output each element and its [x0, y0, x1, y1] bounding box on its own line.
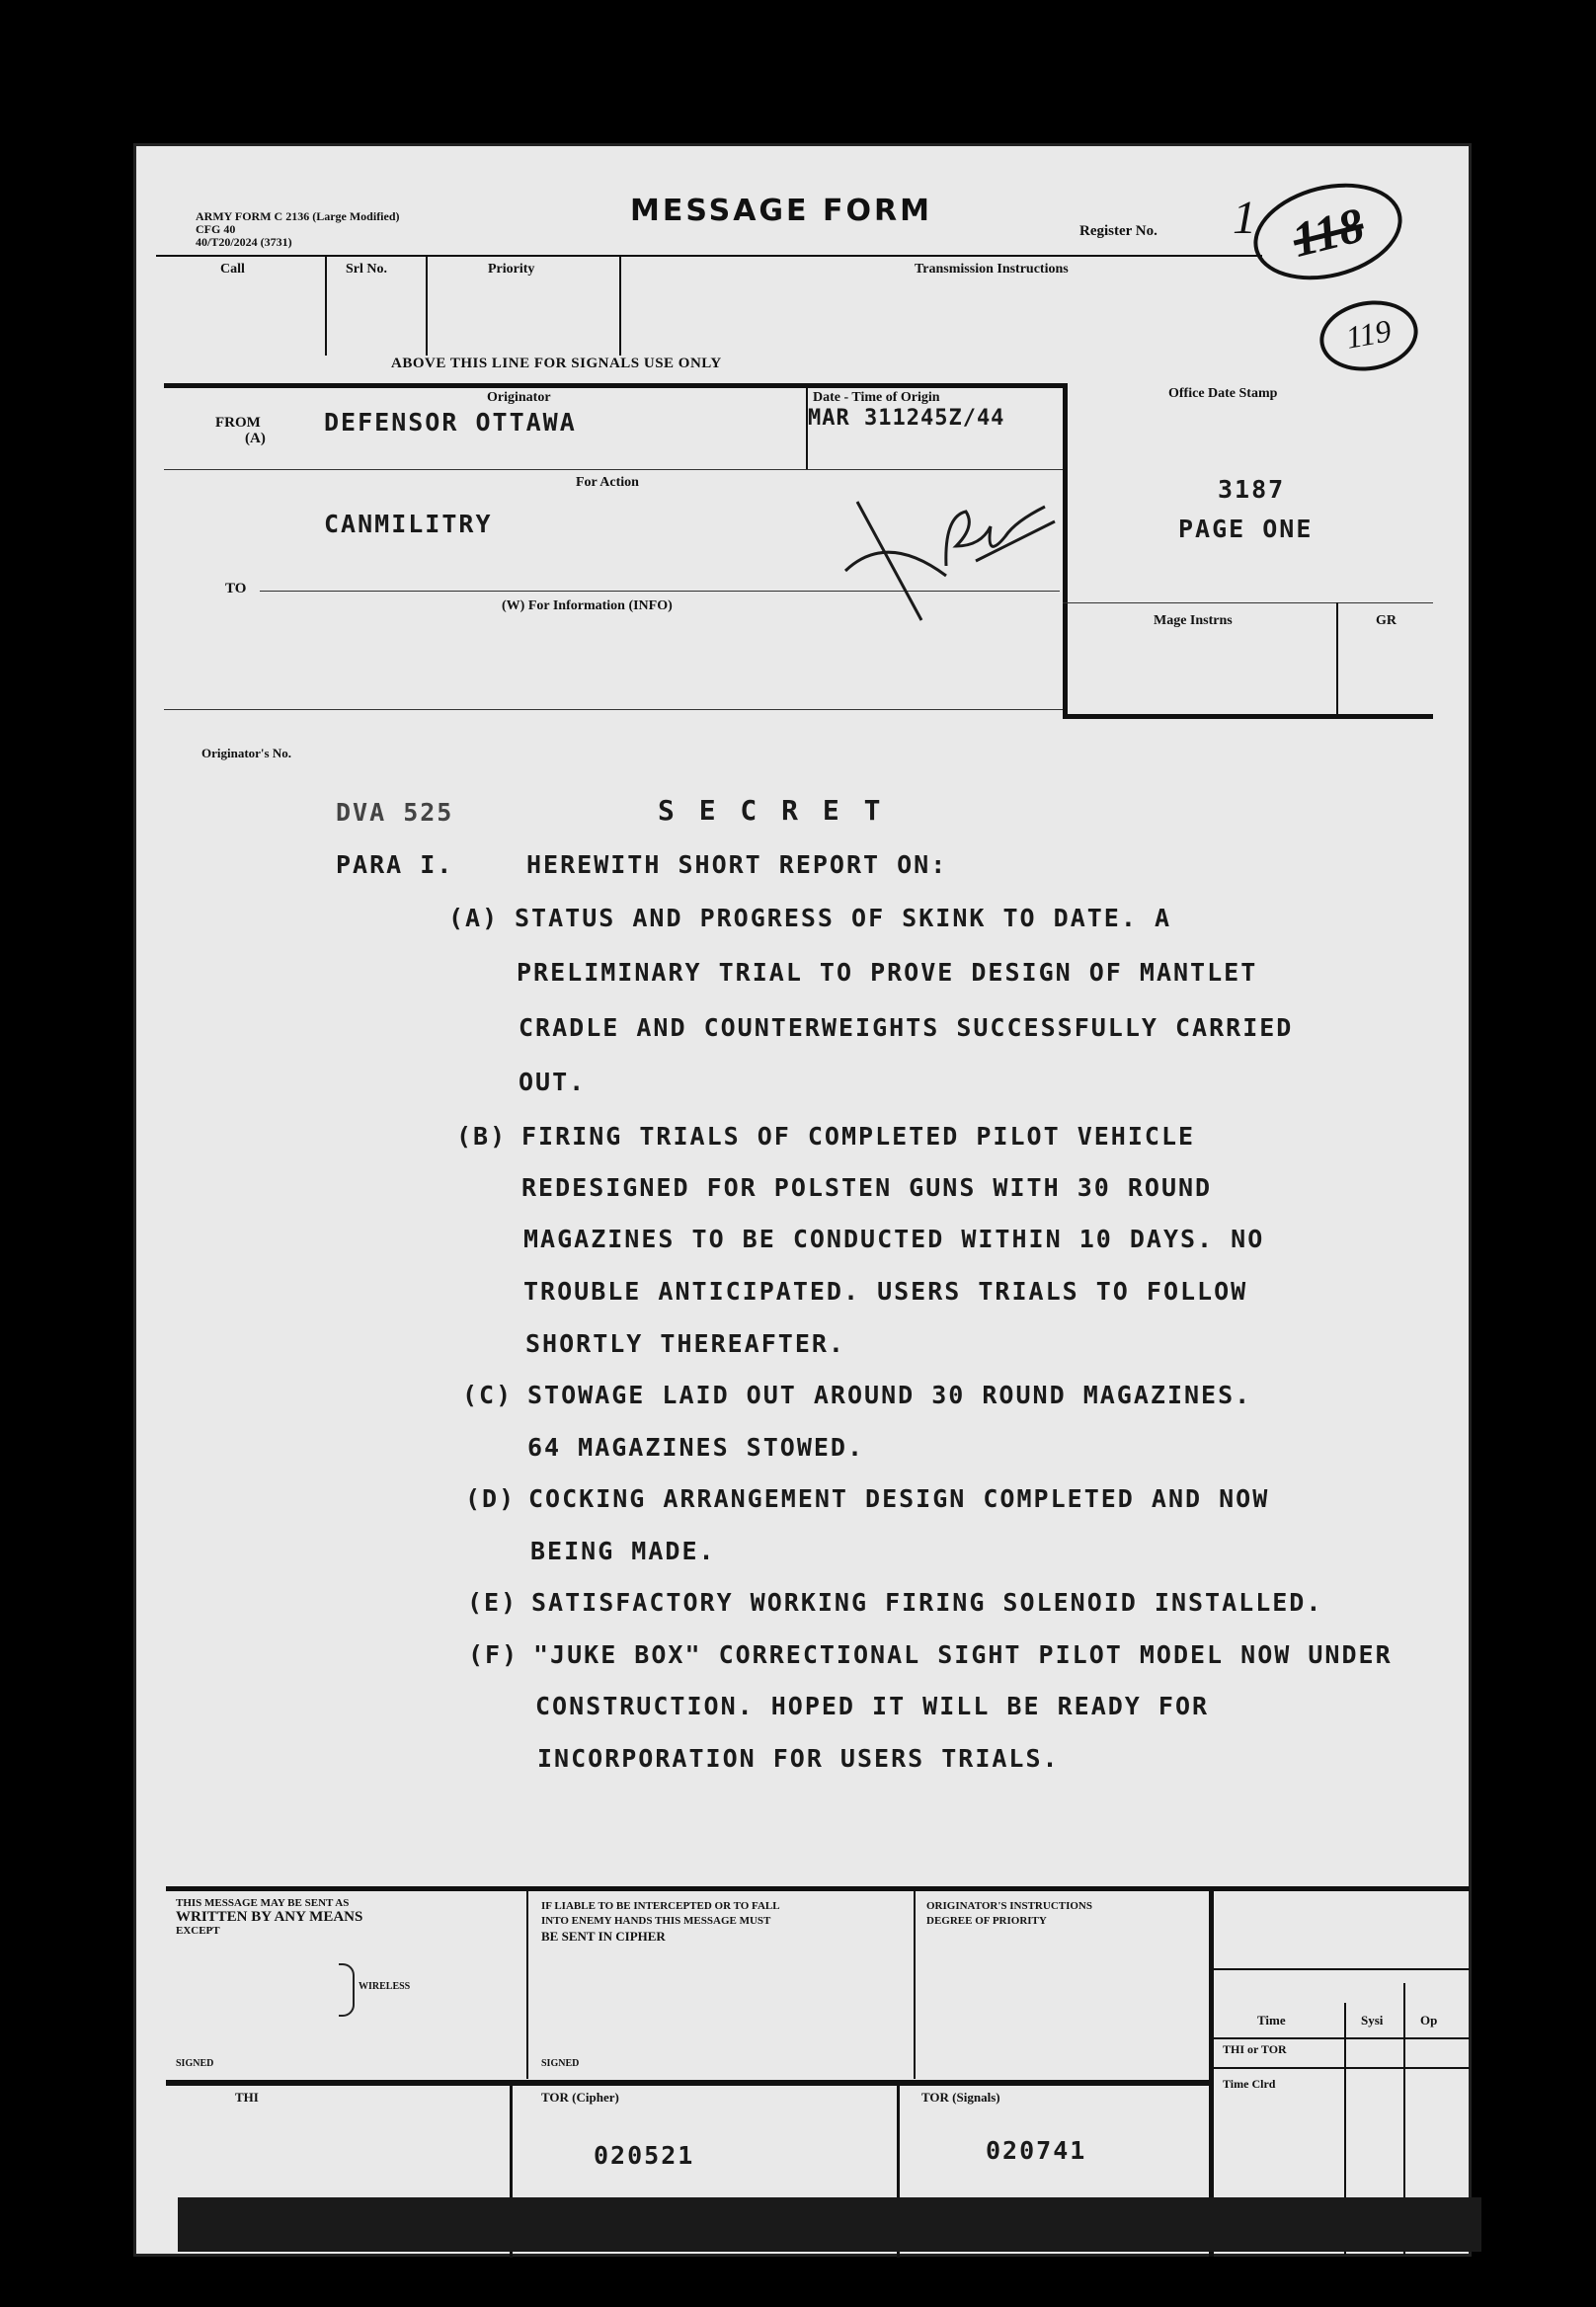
para-label: PARA I.	[336, 850, 454, 879]
col-srl: Srl No.	[346, 262, 387, 277]
info-bottom-rule	[164, 709, 1063, 710]
footer-box-originator-instructions	[926, 1899, 1092, 1929]
item-line: TROUBLE ANTICIPATED. USERS TRIALS TO FOLLOW	[523, 1277, 1248, 1306]
item-label: (B)	[456, 1122, 508, 1151]
time-box-rule	[1209, 2037, 1470, 2039]
col-priority: Priority	[488, 262, 535, 277]
item-label: (A)	[448, 904, 500, 932]
signals-top-rule	[156, 255, 1262, 257]
col-divider	[619, 257, 621, 356]
register-label: Register No.	[1079, 223, 1157, 239]
col-divider	[325, 257, 327, 356]
footer-text: INTO ENEMY HANDS THIS MESSAGE MUST	[541, 1915, 771, 1927]
item-line: MAGAZINES TO BE CONDUCTED WITHIN 10 DAYS. NO	[523, 1225, 1265, 1253]
item-line: SHORTLY THEREAFTER.	[525, 1329, 845, 1358]
op-label: Op	[1420, 2013, 1438, 2028]
intro-line: HEREWITH SHORT REPORT ON:	[526, 850, 948, 879]
from-value: DEFENSOR OTTAWA	[324, 408, 577, 437]
message-form-sheet	[133, 143, 1472, 2257]
thi-or-tor-label: THI or TOR	[1223, 2042, 1287, 2056]
footer-top-rule	[166, 1886, 1470, 1891]
originator-label: Originator	[487, 390, 551, 405]
item-label: (C)	[462, 1381, 514, 1409]
circled-page-number	[1315, 293, 1424, 378]
item-line: SATISFACTORY WORKING FIRING SOLENOID INSTALLED.	[531, 1588, 1323, 1617]
item-label: (E)	[467, 1588, 519, 1617]
handwritten-initials	[828, 472, 1084, 640]
item-line: PRELIMINARY TRIAL TO PROVE DESIGN OF MANTLET	[517, 958, 1258, 987]
footer-text: DEGREE OF PRIORITY	[926, 1915, 1047, 1927]
item-line: REDESIGNED FOR POLSTEN GUNS WITH 30 ROUND	[521, 1173, 1213, 1202]
for-action-label: For Action	[576, 475, 639, 490]
dto-label: Date - Time of Origin	[813, 390, 940, 405]
item-line: STATUS AND PROGRESS OF SKINK TO DATE. A	[515, 904, 1171, 932]
thi-label: THI	[235, 2090, 259, 2105]
item-line: OUT.	[519, 1068, 587, 1096]
to-value: CANMILITRY	[324, 510, 493, 538]
page-number-text: 119	[1343, 312, 1395, 356]
film-edge-shadow	[178, 2197, 1481, 2252]
stamp-divider	[1063, 602, 1433, 603]
col-divider	[426, 257, 428, 356]
tor-top-rule	[166, 2080, 1209, 2086]
originators-no-label: Originator's No.	[201, 746, 291, 760]
office-number: 3187	[1218, 475, 1286, 504]
item-label: (F)	[468, 1640, 519, 1669]
col-call: Call	[220, 262, 245, 277]
item-line: INCORPORATION FOR USERS TRIALS.	[537, 1744, 1060, 1773]
signals-use-line: ABOVE THIS LINE FOR SIGNALS USE ONLY	[391, 356, 722, 371]
col-transmission: Transmission Instructions	[915, 262, 1069, 277]
footer-text: BE SENT IN CIPHER	[541, 1929, 666, 1944]
footer-divider	[526, 1886, 528, 2079]
item-line: STOWAGE LAID OUT AROUND 30 ROUND MAGAZINES.	[527, 1381, 1252, 1409]
from-label-sub: (A)	[245, 431, 266, 446]
tor-cipher-label: TOR (Cipher)	[541, 2090, 619, 2105]
tor-cipher-value: 020521	[594, 2141, 695, 2170]
sysi-label: Sysi	[1361, 2013, 1384, 2028]
info-label: (W) For Information (INFO)	[502, 598, 673, 613]
register-handwritten-mark: 1	[1233, 192, 1256, 244]
tor-signals-value: 020741	[986, 2136, 1087, 2165]
register-number-text: 118	[1286, 197, 1370, 268]
gr-label: GR	[1376, 613, 1396, 628]
from-top-rule	[164, 383, 1068, 388]
page-indicator: PAGE ONE	[1178, 515, 1314, 543]
footer-text: EXCEPT	[176, 1925, 220, 1937]
signed-label: SIGNED	[541, 2058, 580, 2069]
item-line: CRADLE AND COUNTERWEIGHTS SUCCESSFULLY CARRIED	[519, 1013, 1294, 1042]
item-line: COCKING ARRANGEMENT DESIGN COMPLETED AND NOW	[528, 1484, 1270, 1513]
time-cleared-label: Time Clrd	[1223, 2077, 1276, 2091]
signed-label: SIGNED	[176, 2058, 214, 2069]
footer-text: THIS MESSAGE MAY BE SENT AS	[176, 1897, 350, 1909]
time-label: Time	[1257, 2013, 1286, 2028]
form-title: MESSAGE FORM	[630, 194, 932, 228]
item-line: "JUKE BOX" CORRECTIONAL SIGHT PILOT MODEL NOW UNDER	[533, 1640, 1393, 1669]
footer-box-cipher	[541, 1899, 780, 1944]
footer-text: WRITTEN BY ANY MEANS	[176, 1909, 363, 1925]
print-code: 40/T20/2024 (3731)	[196, 235, 292, 249]
item-line: 64 MAGAZINES STOWED.	[527, 1433, 865, 1462]
cfg-code: CFG 40	[196, 222, 236, 236]
footer-divider	[914, 1886, 916, 2079]
reference-number: DVA 525	[336, 798, 454, 827]
circled-register-number	[1243, 169, 1412, 294]
office-stamp-label: Office Date Stamp	[1168, 386, 1278, 401]
from-label-text: FROM	[215, 415, 261, 431]
mage-instrns-label: Mage Instrns	[1154, 613, 1233, 628]
item-line: CONSTRUCTION. HOPED IT WILL BE READY FOR	[535, 1692, 1210, 1720]
time-box-rule	[1209, 1968, 1470, 1970]
stamp-bottom-rule	[1063, 714, 1433, 719]
form-code-block	[196, 210, 400, 249]
tor-signals-label: TOR (Signals)	[921, 2090, 1000, 2105]
footer-text: IF LIABLE TO BE INTERCEPTED OR TO FALL	[541, 1900, 780, 1912]
item-line: FIRING TRIALS OF COMPLETED PILOT VEHICLE	[521, 1122, 1196, 1151]
dto-value: MAR 311245Z/44	[808, 406, 1005, 431]
classification: S E C R E T	[658, 794, 885, 827]
from-label	[215, 415, 266, 446]
item-line: BEING MADE.	[530, 1537, 716, 1565]
gr-divider	[1336, 602, 1338, 714]
item-label: (D)	[465, 1484, 517, 1513]
to-label: TO	[225, 581, 247, 597]
wireless-label: WIRELESS	[359, 1981, 411, 1992]
wireless-brace	[339, 1963, 355, 2017]
from-bottom-rule	[164, 469, 1063, 470]
army-form-id: ARMY FORM C 2136 (Large Modified)	[196, 209, 400, 223]
footer-box-send-as-written	[176, 1896, 362, 1938]
footer-text: ORIGINATOR'S INSTRUCTIONS	[926, 1900, 1092, 1912]
time-box-rule	[1209, 2067, 1470, 2069]
